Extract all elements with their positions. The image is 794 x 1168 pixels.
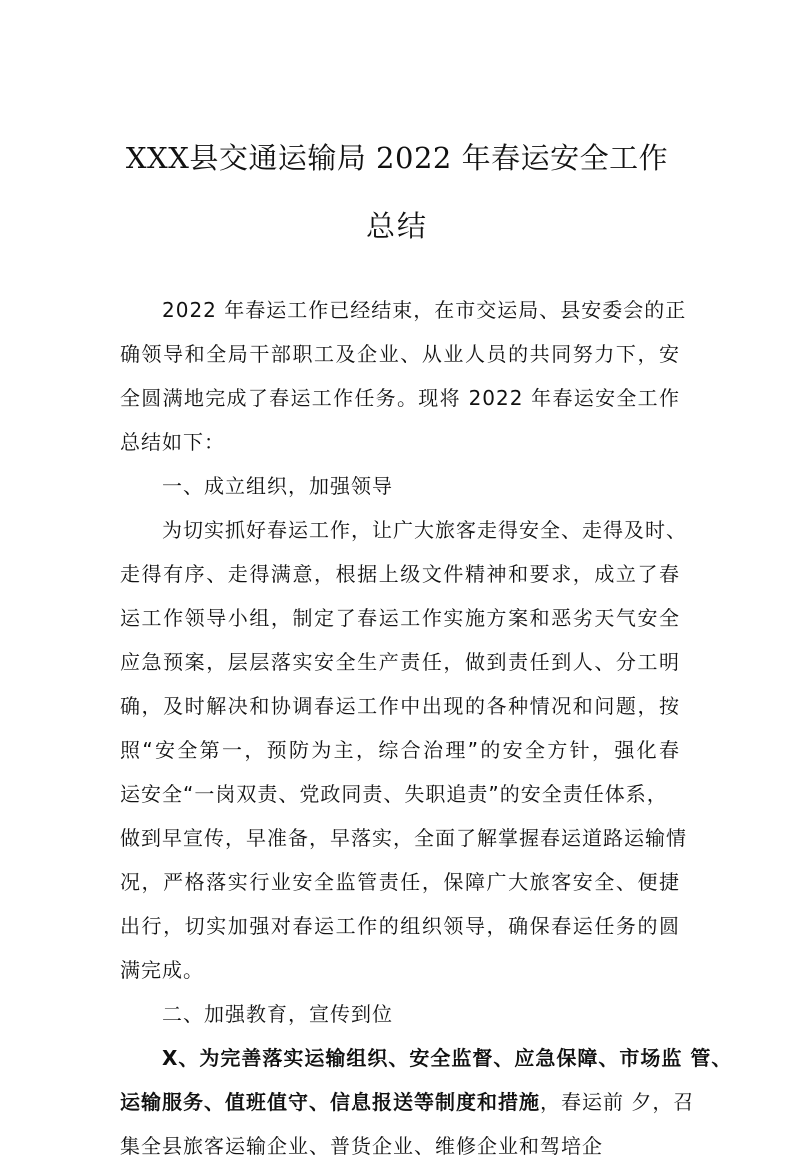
section-heading-2: 二、加强教育，宣传到位 [162,1002,393,1026]
intro-line: 2022 年春运工作已经结束，在市交运局、县安委会的正 [162,298,687,322]
section1-line: 应急预案，层层落实安全生产责任，做到责任到人、分工明 [120,650,680,674]
section1-line: 走得有序、走得满意，根据上级文件精神和要求，成立了春 [120,562,680,586]
section2-bold-text: 运输服务、值班值守、信息报送等制度和措施 [120,1090,540,1114]
section1-line: 确，及时解决和协调春运工作中出现的各种情况和问题，按 [120,694,680,718]
section1-line: 满完成。 [120,958,204,982]
section2-line: X、为完善落实运输组织、安全监督、应急保障、市场监 管、 [162,1046,733,1070]
section2-text: ，春运前 夕，召 [540,1090,695,1114]
section1-line: 为切实抓好春运工作，让广大旅客走得安全、走得及时、 [162,518,687,542]
intro-line: 全圆满地完成了春运工作任务。现将 2022 年春运安全工作 [120,386,680,410]
section1-line: 运安全“一岗双责、党政同责、失职追责”的安全责任体系， [120,782,668,806]
intro-line: 确领导和全局干部职工及企业、从业人员的共同努力下，安 [120,342,680,366]
section1-line: 照“安全第一，预防为主，综合治理”的安全方针，强化春 [120,738,680,762]
document-title: XXX县交通运输局 2022 年春运安全工作 [125,141,669,175]
section1-line: 况，严格落实行业安全监管责任，保障广大旅客安全、便捷 [120,870,680,894]
section2-line [120,1080,695,1124]
intro-line: 总结如下： [120,430,225,454]
section1-line: 做到早宣传，早准备，早落实，全面了解掌握春运道路运输情 [120,826,687,850]
section1-line: 运工作领导小组，制定了春运工作实施方案和恶劣天气安全 [120,606,680,630]
section2-line: 集全县旅客运输企业、普货企业、维修企业和驾培企 [120,1134,603,1158]
document-title-continued: 总结 [365,209,428,243]
section1-line: 出行，切实加强对春运工作的组织领导，确保春运任务的圆 [120,914,680,938]
section-heading-1: 一、成立组织，加强领导 [162,474,393,498]
